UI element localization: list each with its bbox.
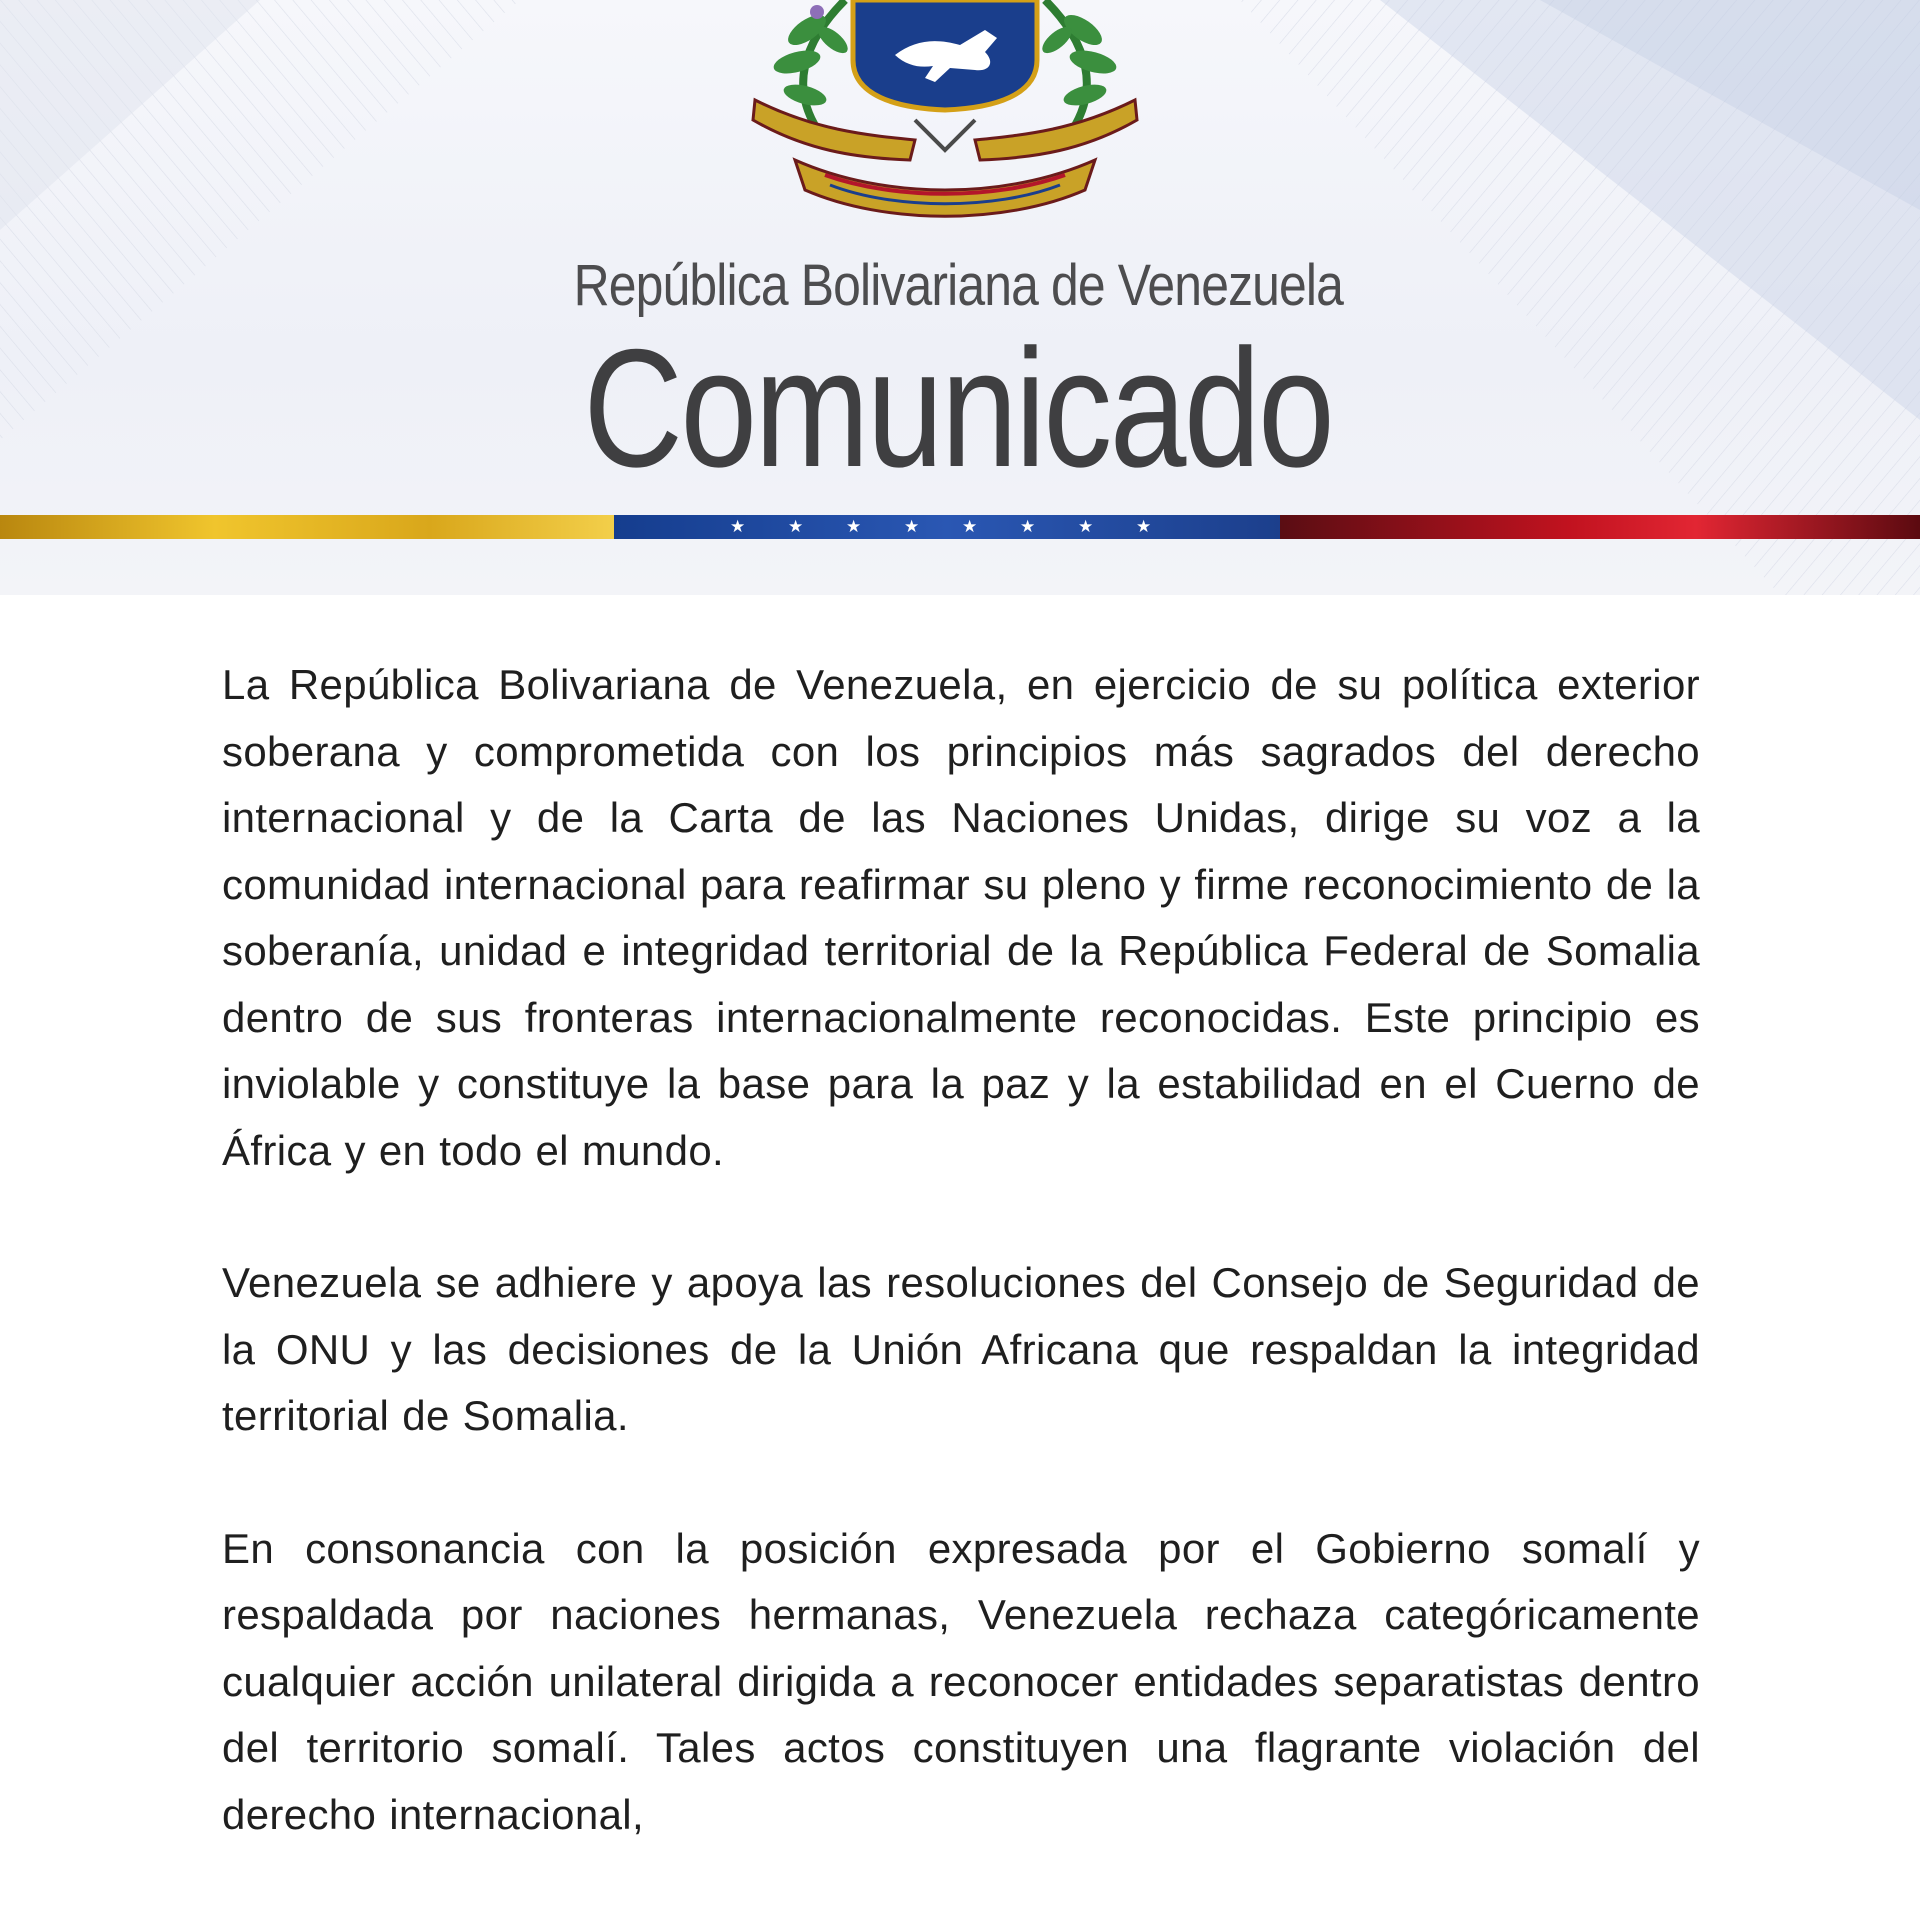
republic-name: República Bolivariana de Venezuela [573,253,1344,318]
flag-stripe-red [1280,515,1920,539]
letterhead-header [0,0,1920,595]
flag-stripe-yellow [0,515,614,539]
body-paragraph: Venezuela se adhiere y apoya las resoluciones del Consejo de Seguridad de la ONU y las decisiones de la Unión Africana que respaldan la integridad territorial de Somalia. [222,1259,1700,1439]
star-icon: ★ [730,517,746,537]
page-title: Comunicado [583,314,1333,502]
star-icon: ★ [788,517,804,537]
star-icon: ★ [1078,517,1094,537]
body-paragraph: En consonancia con la posición expresada por el Gobierno somalí y respaldada por naciones hermanas, Venezuela rechaza categóricamente cualquier acción unilateral dirigida a reconocer entidades separatistas dentro del territorio somalí. Tales actos constituyen una flagrante violación del derecho internacional, [222,1524,1700,1838]
star-icon: ★ [1020,517,1036,537]
flag-stripe-blue [614,515,1280,539]
star-icon: ★ [904,517,920,537]
star-icon: ★ [846,517,862,537]
flag-stripe [0,515,1920,539]
venezuela-coat-of-arms-icon [735,0,1155,232]
communique-body [222,652,1700,1914]
body-paragraph: La República Bolivariana de Venezuela, en ejercicio de su política exterior soberana y comprometida con los principios más sagrados del derecho internacional y de la Carta de las Naciones Unidas, dirige su voz a la comunidad internacional para reafirmar su pleno y firme reconocimiento de la soberanía, unidad e integridad territorial de la República Federal de Somalia dentro de sus fronteras internacionalmente reconocidas. Este principio es inviolable y constituye la base para la paz y la estabilidad en el Cuerno de África y en todo el mundo. [222,661,1700,1174]
star-icon: ★ [962,517,978,537]
star-icon: ★ [1136,517,1152,537]
